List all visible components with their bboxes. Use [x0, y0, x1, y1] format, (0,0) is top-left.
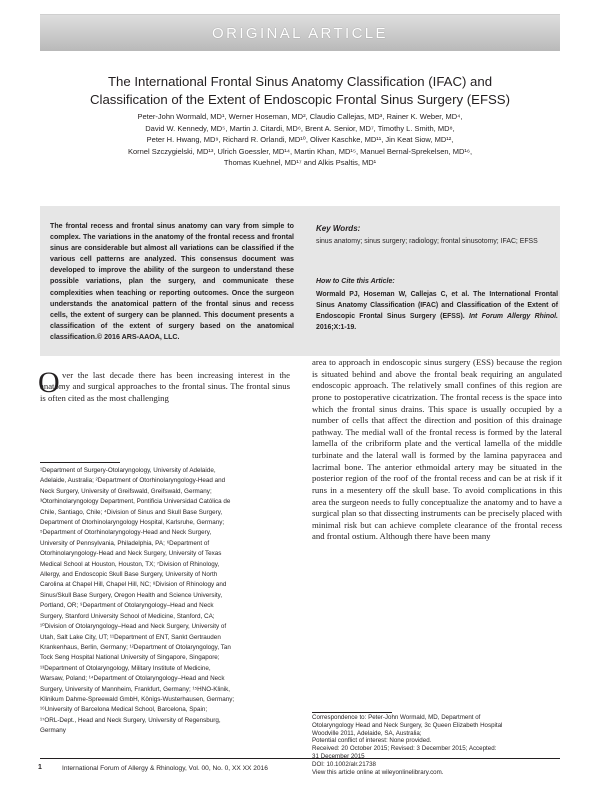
correspondence-line: View this article online at wileyonlinelibrary.com. — [312, 768, 444, 776]
journal-footer: International Forum of Allergy & Rhinology, Vol. 00, No. 0, XX XX 2016 — [62, 765, 268, 772]
footnote-line: ⁵Department of Otorhinolaryngology-Head and Neck Surgery, — [40, 529, 212, 537]
footnote-line: Carolina at Chapel Hill, Chapel Hill, NC; ⁸Division of Rhinology and — [40, 581, 227, 589]
body-text-column-2: area to approach in endoscopic sinus surgery (ESS) because the region is situated behind and above the frontal beak requiring an angulated endoscopic approach. The relatively small confines of this region are prone to postoperative cicatrization. The frontal recess is the space into which the frontal sinus drains. This space is usually occupied by a number of cells that affect the direction and position of this drainage pathway. The medial wall of the frontal recess is formed by the lateral lamella of the cribriform plate and the vertical lamella of the middle turbinate and the lateral wall is formed by the lamina papyracea and lacrimal bone. The anterior ethmoidal artery may be situated in the posterior region of the roof of the frontal recess and can be at risk if it runs in a mesentery off the skull base. To avoid complications in this area the surgeon needs to fully conceptualize the anatomy and to have a surgical plan so that dissecting instruments can be precisely placed with minimal risk but can achieve complete clearance of the frontal recess and frontal ostium. Although there have been many — [312, 357, 562, 542]
correspondence-line: Correspondence to: Peter-John Wormald, MD, Department of — [312, 714, 481, 721]
footnote-line: Klinikum Dahme-Spreewald GmbH, Königs-Wusterhausen, Germany; — [40, 695, 235, 703]
author-list — [80, 111, 520, 169]
footnote-line: Sinus/Skull Base Surgery, Oregon Health and Science University, — [40, 591, 223, 599]
correspondence-line: DOI: 10.1002/alr.21738 — [312, 760, 376, 768]
footnote-line: ¹⁶University of Barcelona Medical School, Barcelona, Spain; — [40, 706, 208, 714]
keywords-heading: Key Words: — [316, 224, 361, 233]
footnote-line: Department of Otorhinolaryngology Hospital, Karlsruhe, Germany; — [40, 519, 225, 527]
author-line: Kornel Szczygielski, MD¹³, Ulrich Goessler, MD¹⁴, Martin Khan, MD¹⁵, Manuel Bernal-Sprekelsen, MD¹⁶, — [127, 146, 473, 156]
footnote-line: ¹⁷ORL-Dept., Head and Neck Surgery, University of Regensburg, — [40, 716, 221, 724]
article-type-label: ORIGINAL ARTICLE — [212, 24, 388, 42]
footnote-line: Adelaide, Australia; ²Department of Otorhinolaryngology-Head and — [40, 477, 226, 485]
intro-paragraph: ver the last decade there has been increasing interest in the anatomy and surgical approaches to the frontal sinus. The frontal sinus is often cited as the most challenging — [40, 370, 290, 403]
correspondence-line: Woodville 2011, Adelaide, SA, Australia; — [312, 729, 422, 737]
article-title — [40, 73, 560, 109]
footnote-line: Krankenhaus, Berlin, Germany; ¹²Department of Otolaryngology, Tan — [40, 643, 231, 651]
footnote-line: Neck Surgery, University of Greifswald, Greifswald, Germany; — [40, 487, 212, 495]
footnote-line: University of Pennsylvania, Philadelphia, PA; ⁶Department of — [40, 539, 210, 547]
footnote-line: Allergy, and Endoscopic Skull Base Surgery, University of North — [40, 571, 218, 579]
correspondence-block — [312, 714, 562, 776]
footnote-line: ³Otorhinolaryngology Department, Pontificia Universidad Católica de — [40, 498, 231, 506]
article-type-banner — [40, 14, 560, 51]
footnote-line: ¹⁰Division of Otolaryngology–Head and Neck Surgery, University of — [40, 623, 227, 631]
footnote-line: Utah, Salt Lake City, UT; ¹¹Department of ENT, Sankt Gertrauden — [40, 633, 221, 641]
correspondence-line: Otolaryngology Head and Neck Surgery, 3c Queen Elizabeth Hospital — [312, 721, 503, 729]
footnote-line: Tock Seng Hospital National University of Singapore, Singapore; — [40, 654, 220, 662]
footnote-line: Warsaw, Poland; ¹⁴Department of Otolaryngology–Head and Neck — [40, 675, 225, 683]
footnote-line: ¹³Department of Otolaryngology, Military Institute of Medicine, — [40, 664, 211, 672]
correspondence-line: Received: 20 October 2015; Revised: 3 December 2015; Accepted: — [312, 745, 497, 753]
correspondence-line: 31 December 2015 — [312, 752, 365, 760]
correspondence-divider — [312, 712, 392, 713]
abstract-text: The frontal recess and frontal sinus anatomy can vary from simple to complex. The variations in the anatomy of the frontal recess and frontal sinus are considerable but almost all variations can be classified if the various cell patterns are analyzed. This consensus document was developed to improve the ability of the surgeon to understand these possible variations, plan the surgery, and communicate these complexities when teaching or reporting outcomes. Once the surgeon understands the anatomical pattern of the frontal sinus and recess cells, the extent of surgery can be planned. This document presents a classification of the extent of surgery based on the anatomical classification.© 2016 ARS-AAOA, LLC. — [50, 222, 294, 341]
footnote-line: ¹Department of Surgery-Otolaryngology, University of Adelaide, — [40, 467, 216, 474]
author-line: David W. Kennedy, MD⁵, Martin J. Citardi, MD⁶, Brent A. Senior, MD⁷, Timothy L. Smith, MD⁸, — [145, 123, 455, 133]
author-line: Peter-John Wormald, MD¹, Werner Hoseman, MD², Claudio Callejas, MD³, Rainer K. Weber, MD⁴, — [137, 112, 463, 121]
footnote-line: Otorhinolaryngology-Head and Neck Surgery, University of Texas — [40, 550, 222, 558]
footnote-line: Surgery, University of Mannheim, Frankfurt, Germany; ¹⁵HNO-Klinik, — [40, 685, 231, 693]
citation-heading: How to Cite this Article: — [316, 278, 395, 285]
citation-text — [316, 290, 558, 334]
citation-details: 2016;X:1-19. — [316, 323, 357, 331]
footnote-line: Chile, Santiago, Chile; ⁴Division of Sinus and Skull Base Surgery, — [40, 508, 223, 516]
affiliation-footnotes — [40, 466, 290, 737]
footnote-divider — [40, 462, 120, 463]
footnote-line: Surgery, Stanford University School of Medicine, Stanford, CA; — [40, 612, 215, 620]
title-line: The International Frontal Sinus Anatomy Classification (IFAC) and — [107, 74, 493, 89]
footnote-line: Germany — [40, 727, 66, 735]
title-line: Classification of the Extent of Endoscopic Frontal Sinus Surgery (EFSS) — [90, 92, 510, 107]
citation-body: Wormald PJ, Hoseman W, Callejas C, et al. The International Frontal Sinus Anatomy Classification (IFAC) and Classification of the Extent of Endoscopic Frontal Sinus Surgery (EFSS). — [316, 291, 558, 320]
drop-cap: O — [38, 366, 60, 399]
correspondence-line: Potential conflict of interest: None provided. — [312, 737, 432, 745]
citation-journal: Int Forum Allergy Rhinol. — [468, 312, 558, 320]
page-number: 1 — [38, 764, 42, 771]
keywords-text: sinus anatomy; sinus surgery; radiology; frontal sinusotomy; IFAC; EFSS — [316, 238, 538, 245]
author-line: Thomas Kuehnel, MD¹⁷ and Alkis Psaltis, MD¹ — [223, 158, 377, 168]
footnote-line: Portland, OR; ⁹Department of Otolaryngology–Head and Neck — [40, 602, 214, 610]
author-line: Peter H. Hwang, MD⁹, Richard R. Orlandi, MD¹⁰, Oliver Kaschke, MD¹¹, Jin Keat Siow, MD¹², — [146, 135, 454, 145]
footnote-line: Medical School at Houston, Houston, TX; ⁷Division of Rhinology, — [40, 560, 220, 568]
page-footer-rule — [40, 758, 560, 759]
